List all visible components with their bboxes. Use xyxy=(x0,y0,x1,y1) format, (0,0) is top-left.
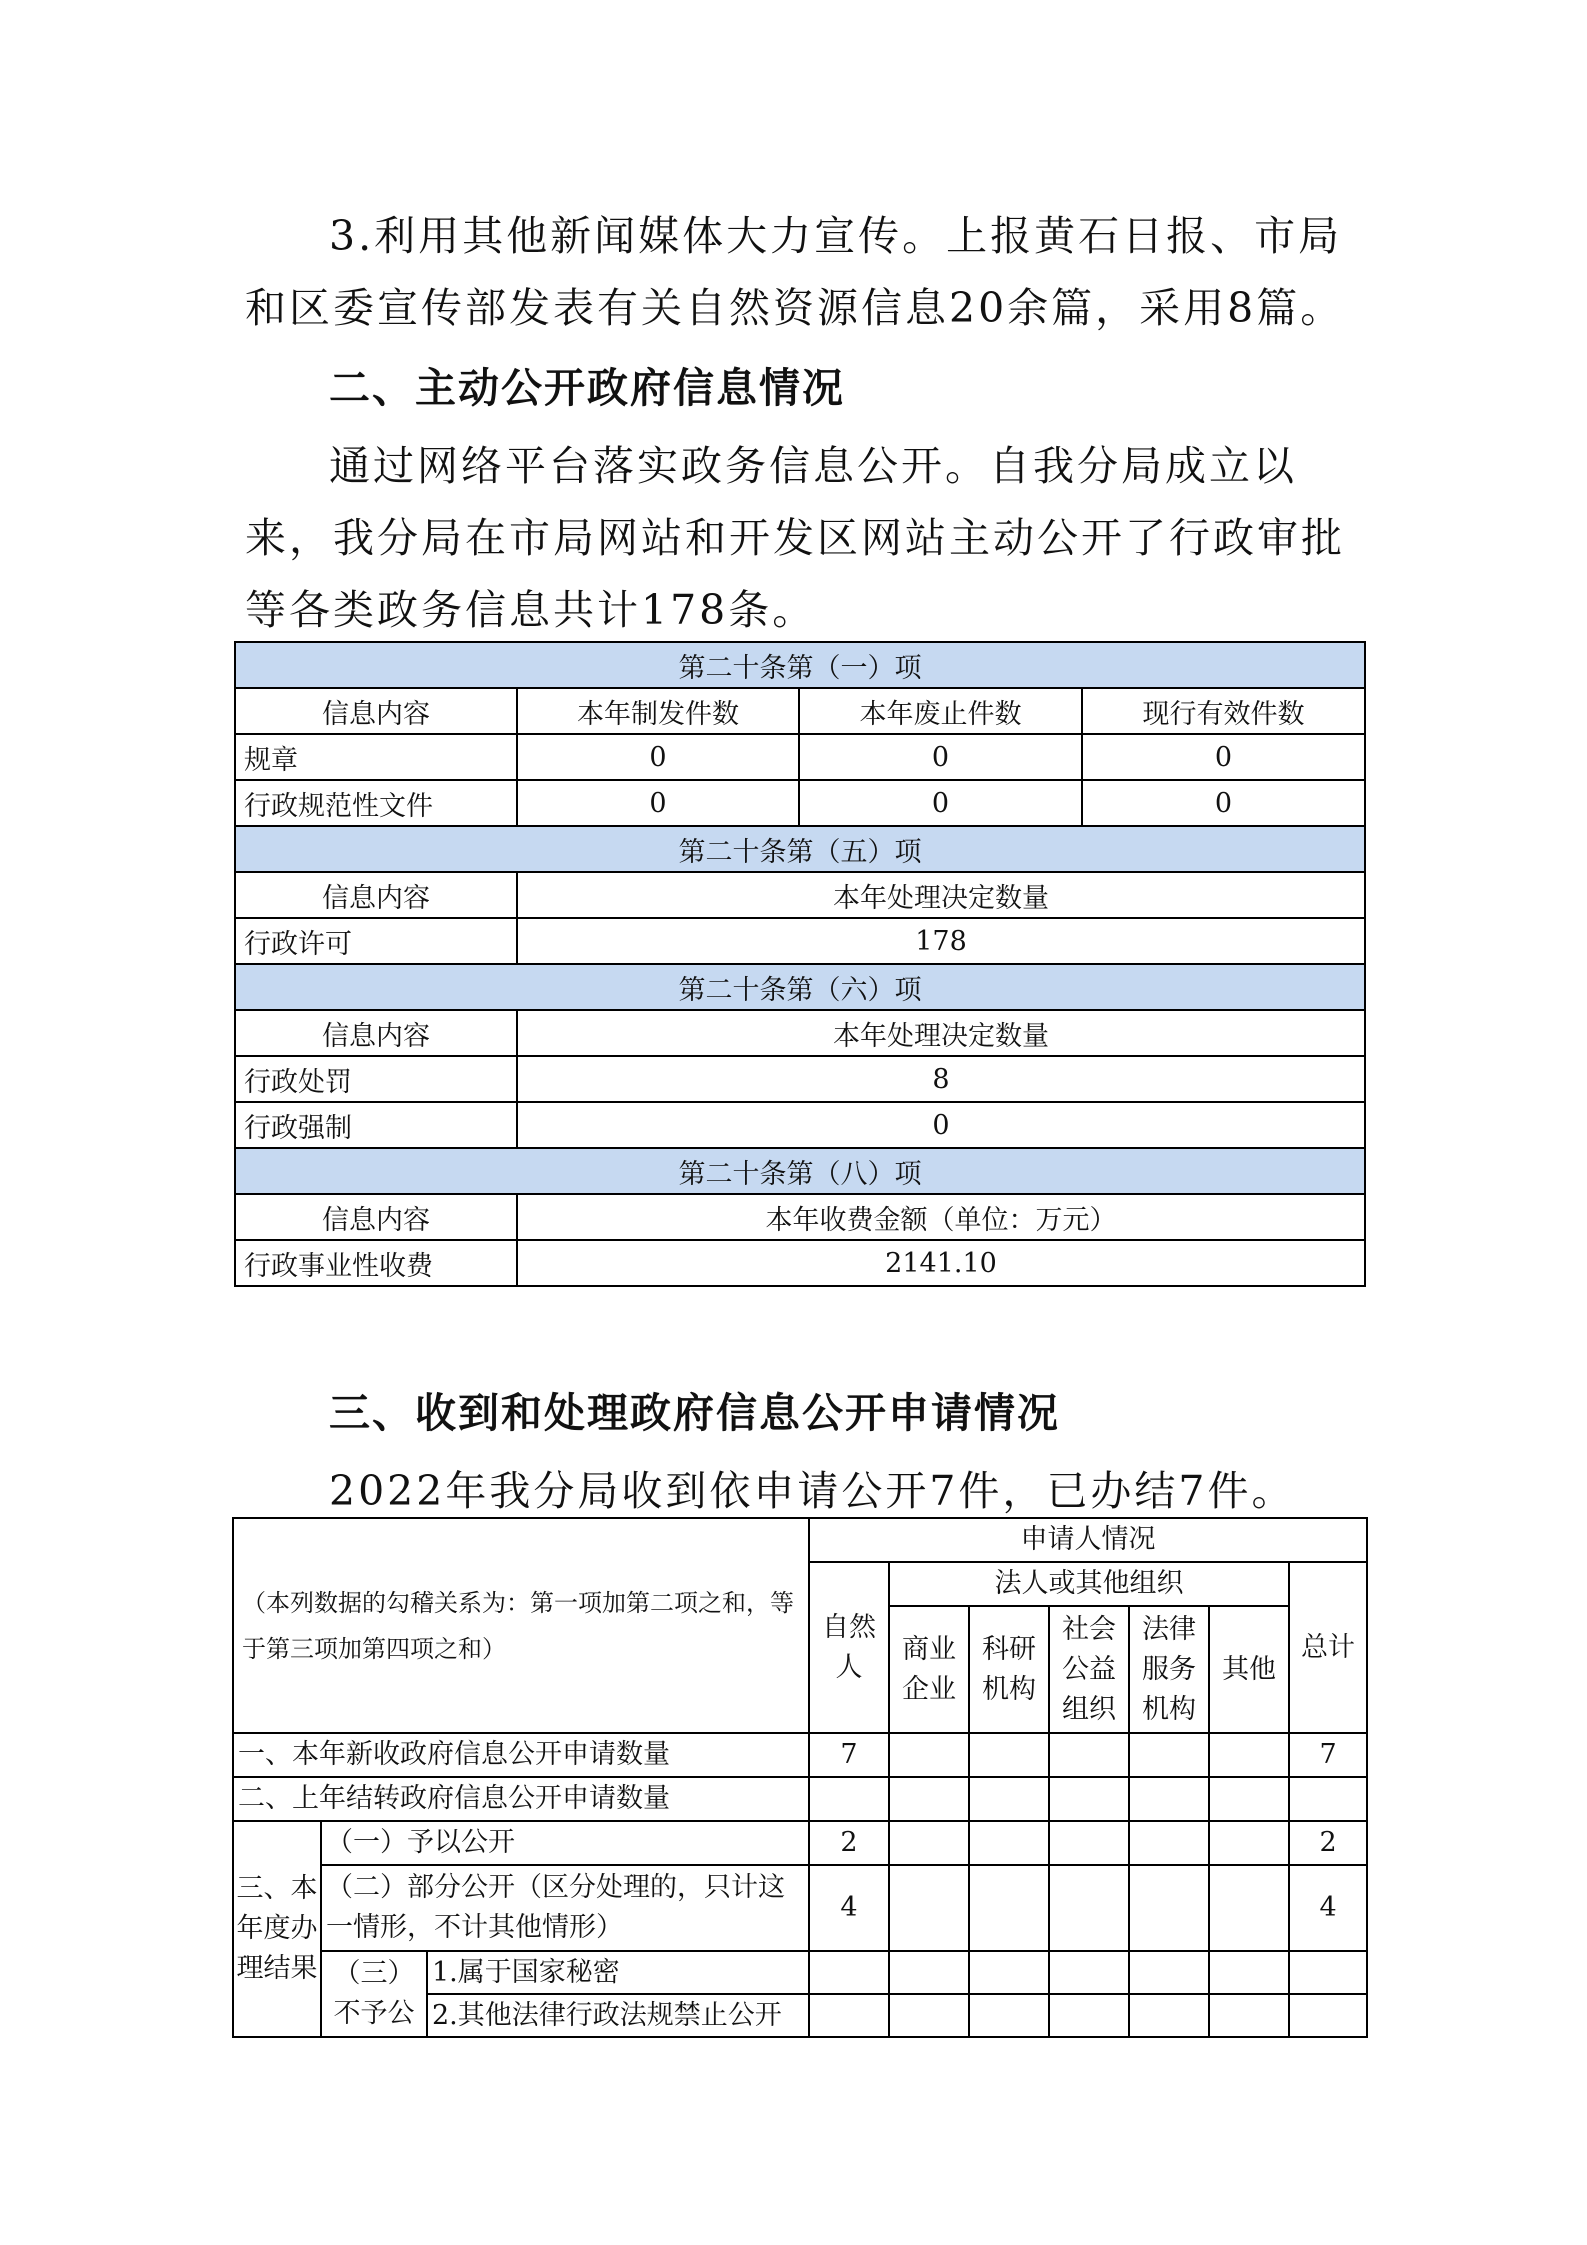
cell-value: 7 xyxy=(809,1733,889,1777)
cell-value: 2 xyxy=(809,1821,889,1865)
column-header: 信息内容 xyxy=(235,872,517,918)
paragraph-application-count: 2022年我分局收到依申请公开7件，已办结7件。 xyxy=(329,1467,1296,1515)
column-header: 本年处理决定数量 xyxy=(517,1010,1365,1056)
table-row xyxy=(233,1821,1367,1865)
section-title: 第二十条第（八）项 xyxy=(235,1148,1365,1194)
cell-value: 0 xyxy=(1082,734,1365,780)
table-row xyxy=(233,1777,1367,1821)
row-label: （二）部分公开（区分处理的，只计这一情形，不计其他情形） xyxy=(321,1865,809,1951)
column-header: 本年处理决定数量 xyxy=(517,872,1365,918)
column-header: 本年收费金额（单位：万元） xyxy=(517,1194,1365,1240)
column-header: 本年废止件数 xyxy=(799,688,1082,734)
column-header: 本年制发件数 xyxy=(517,688,799,734)
row-label: 行政处罚 xyxy=(235,1056,517,1102)
cell-value: 0 xyxy=(799,780,1082,826)
table-row xyxy=(233,1951,1367,1994)
table-row xyxy=(235,780,1365,826)
row-label: 行政许可 xyxy=(235,918,517,964)
column-header: 法人或其他组织 xyxy=(889,1562,1289,1606)
row-label: 行政规范性文件 xyxy=(235,780,517,826)
cell-value: 2 xyxy=(1289,1821,1367,1865)
heading-application-handling: 三、收到和处理政府信息公开申请情况 xyxy=(329,1389,1060,1437)
table-row xyxy=(235,1056,1365,1102)
row-label: 1.属于国家秘密 xyxy=(427,1951,809,1994)
paragraph-online-disclosure: 通过网络平台落实政务信息公开。自我分局成立以来，我分局在市局网站和开发区网站主动公开了行政审批等各类政务信息共计178条。 xyxy=(245,442,1345,634)
column-header: 科研机构 xyxy=(969,1606,1049,1733)
column-header: 申请人情况 xyxy=(809,1518,1367,1562)
row-label: 2.其他法律行政法规禁止公开 xyxy=(427,1994,809,2037)
table-row xyxy=(235,918,1365,964)
row-group-label: 三、本年度办理结果 xyxy=(233,1821,321,2037)
column-header: 总计 xyxy=(1289,1562,1367,1733)
column-header: 信息内容 xyxy=(235,1010,517,1056)
heading-proactive-disclosure: 二、主动公开政府信息情况 xyxy=(329,364,845,412)
row-label: 行政事业性收费 xyxy=(235,1240,517,1286)
table-row xyxy=(235,1240,1365,1286)
row-label: 规章 xyxy=(235,734,517,780)
application-stats-table xyxy=(232,1517,1368,2038)
table-row xyxy=(233,1733,1367,1777)
row-label: 行政强制 xyxy=(235,1102,517,1148)
cell-value: 0 xyxy=(517,734,799,780)
row-label: 二、上年结转政府信息公开申请数量 xyxy=(233,1777,809,1821)
section-title: 第二十条第（一）项 xyxy=(235,642,1365,688)
table-note: （本列数据的勾稽关系为：第一项加第二项之和，等于第三项加第四项之和） xyxy=(233,1518,809,1733)
section-title: 第二十条第（六）项 xyxy=(235,964,1365,1010)
cell-value: 4 xyxy=(809,1865,889,1951)
cell-value: 0 xyxy=(799,734,1082,780)
cell-value: 4 xyxy=(1289,1865,1367,1951)
column-header: 自然人 xyxy=(809,1562,889,1733)
row-subgroup-label: （三）不予公 xyxy=(321,1951,427,2037)
column-header: 信息内容 xyxy=(235,1194,517,1240)
cell-value: 0 xyxy=(1082,780,1365,826)
column-header: 商业企业 xyxy=(889,1606,969,1733)
table-row xyxy=(233,1865,1367,1951)
cell-value: 0 xyxy=(517,1102,1365,1148)
disclosure-stats-table xyxy=(234,641,1366,1287)
column-header: 社会公益组织 xyxy=(1049,1606,1129,1733)
column-header: 其他 xyxy=(1209,1606,1289,1733)
cell-value: 8 xyxy=(517,1056,1365,1102)
column-header: 现行有效件数 xyxy=(1082,688,1365,734)
cell-value: 178 xyxy=(517,918,1365,964)
cell-value: 7 xyxy=(1289,1733,1367,1777)
table-row xyxy=(235,1102,1365,1148)
column-header: 法律服务机构 xyxy=(1129,1606,1209,1733)
table-row xyxy=(235,734,1365,780)
cell-value: 0 xyxy=(517,780,799,826)
section-title: 第二十条第（五）项 xyxy=(235,826,1365,872)
cell-value: 2141.10 xyxy=(517,1240,1365,1286)
row-label: （一）予以公开 xyxy=(321,1821,809,1865)
column-header: 信息内容 xyxy=(235,688,517,734)
paragraph-media-publicity: 3.利用其他新闻媒体大力宣传。上报黄石日报、市局和区委宣传部发表有关自然资源信息20余篇，采用8篇。 xyxy=(245,212,1345,332)
row-label: 一、本年新收政府信息公开申请数量 xyxy=(233,1733,809,1777)
